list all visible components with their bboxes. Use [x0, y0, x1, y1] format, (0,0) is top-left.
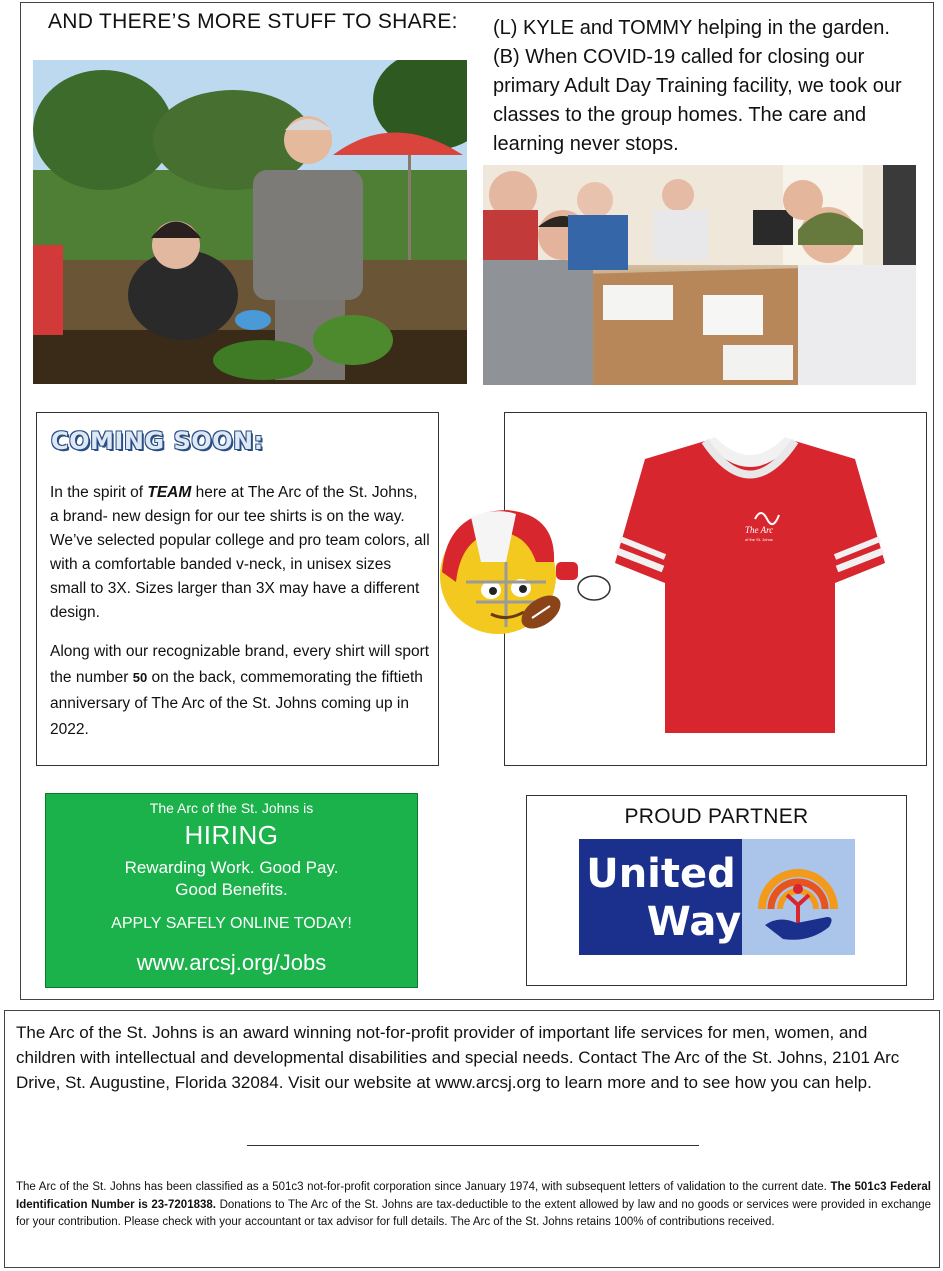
coming-soon-title: COMING SOON:: [51, 427, 264, 455]
shirt-logo-text: The Arc: [745, 525, 774, 535]
coming-soon-box: [36, 412, 439, 766]
football-mascot-icon: [436, 502, 616, 642]
garden-photo-illustration: [33, 60, 467, 384]
coming-soon-paragraph-2: [50, 639, 430, 743]
united-way-logo-line-1: United: [586, 851, 736, 897]
coming-soon-paragraph-1: [50, 481, 430, 625]
footer-fine-print: [16, 1179, 931, 1232]
coming-soon-p2-start: Along with our recognizable brand, every shirt will sport the number: [50, 643, 430, 686]
team-emphasis: TEAM: [147, 484, 192, 501]
hiring-benefits-line-1: Rewarding Work. Good Pay.: [124, 858, 339, 877]
hiring-headline: HIRING: [184, 820, 279, 850]
hiring-apply-text: APPLY SAFELY ONLINE TODAY!: [111, 915, 352, 932]
section-heading: AND THERE’S MORE STUFF TO SHARE:: [48, 10, 458, 33]
fine-print-rest: Donations to The Arc of the St. Johns are tax-deductible to the extent allowed by law and no goods or services were provided in exchange for your contribution. Please check with your accountant or tax advisor for full details. The Arc of the St. Johns retains 100% of contributions received.: [16, 1198, 931, 1228]
united-way-logo-line-2: Way: [646, 899, 742, 945]
jobs-link[interactable]: www.arcsj.org/Jobs: [136, 950, 327, 975]
hiring-benefits: [46, 857, 417, 901]
hiring-intro: The Arc of the St. Johns is: [149, 800, 314, 816]
federal-id-statement: The 501c3 Federal Identification Number is 23-7201838.: [16, 1181, 931, 1211]
footer: [4, 1010, 940, 1268]
coming-soon-p1-start: In the spirit of: [50, 484, 148, 501]
hiring-benefits-line-2: Good Benefits.: [175, 880, 288, 899]
garden-photo: [33, 60, 467, 384]
proud-partner-box: [526, 795, 907, 986]
football-helmet-emoji-icon: [436, 502, 616, 642]
number-fifty: 50: [132, 670, 148, 685]
united-way-logo-icon: [579, 839, 855, 955]
coming-soon-p2-rest: on the back, commemorating the fiftieth anniversary of The Arc of the St. Johns coming up in 2022.: [50, 669, 423, 738]
classroom-photo-illustration: [483, 165, 916, 385]
partner-title: PROUD PARTNER: [624, 805, 809, 828]
classroom-photo: [483, 165, 916, 385]
hiring-banner[interactable]: [45, 793, 418, 988]
coming-soon-p1-rest: here at The Arc of the St. Johns, a brand- new design for our tee shirts is on the way. We’ve selected popular college and pro team colors, all with a comfortable banded v-neck, in unisex sizes small to 3X. Sizes larger than 3X may have a different design.: [50, 484, 430, 621]
photo-caption: (L) KYLE and TOMMY helping in the garden. (B) When COVID-19 called for closing our primary Adult Day Training facility, we took our classes to the group homes. The care and learning never stops.: [493, 17, 902, 155]
footer-divider: [247, 1145, 699, 1146]
shirt-logo-sub: of the St. Johns: [745, 537, 773, 542]
footer-about-text: The Arc of the St. Johns is an award winning not-for-profit provider of important life services for men, women, and children with intellectual and developmental disabilities and special needs. Contact The Arc of the St. Johns, 2101 Arc Drive, St. Augustine, Florida 32084. Visit our website at www.arcsj.org to learn more and to see how you can help.: [16, 1023, 900, 1092]
fine-print-start: The Arc of the St. Johns has been classified as a 501c3 not-for-profit corporation since January 1974, with subsequent letters of validation to the current date.: [16, 1181, 831, 1193]
